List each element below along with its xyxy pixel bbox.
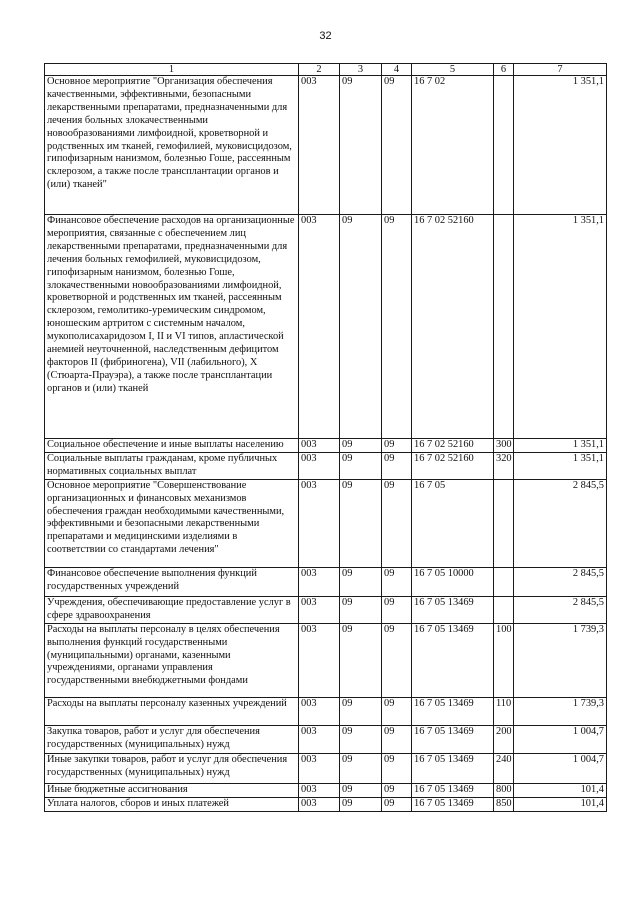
- table-row: [45, 623, 607, 697]
- table-row: [45, 783, 607, 797]
- row-section: 09: [340, 797, 382, 811]
- row-ministry: 003: [299, 215, 340, 439]
- row-subsection: 09: [382, 452, 412, 479]
- row-name: Иные бюджетные ассигнования: [45, 783, 299, 797]
- column-header-7: 7: [514, 64, 607, 76]
- row-name: Уплата налогов, сборов и иных платежей: [45, 797, 299, 811]
- column-header-3: 3: [340, 64, 382, 76]
- row-amount: 101,4: [514, 797, 607, 811]
- row-section: 09: [340, 567, 382, 596]
- row-target: 16 7 02 52160: [412, 452, 494, 479]
- row-section: 09: [340, 479, 382, 567]
- row-amount: 2 845,5: [514, 479, 607, 567]
- column-header-6: 6: [494, 64, 514, 76]
- row-amount: 1 004,7: [514, 725, 607, 753]
- row-section: 09: [340, 596, 382, 623]
- row-name: Расходы на выплаты персоналу в целях обеспечения выполнения функций государственными (муниципальными) органами, казенными учреждениями, органами управления государственными внебюджетными фондами: [45, 623, 299, 697]
- row-amount: 101,4: [514, 783, 607, 797]
- row-section: 09: [340, 215, 382, 439]
- row-expense-type: [494, 596, 514, 623]
- table-row: [45, 753, 607, 783]
- budget-table: [44, 63, 607, 812]
- row-amount: 2 845,5: [514, 567, 607, 596]
- table-row: [45, 215, 607, 439]
- row-section: 09: [340, 753, 382, 783]
- row-target: 16 7 05 13469: [412, 596, 494, 623]
- row-name: Учреждения, обеспечивающие предоставление услуг в сфере здравоохранения: [45, 596, 299, 623]
- table-row: [45, 725, 607, 753]
- row-ministry: 003: [299, 439, 340, 453]
- row-subsection: 09: [382, 783, 412, 797]
- table-row: [45, 76, 607, 215]
- row-expense-type: 240: [494, 753, 514, 783]
- row-expense-type: [494, 479, 514, 567]
- row-amount: 1 351,1: [514, 439, 607, 453]
- row-target: 16 7 05 13469: [412, 783, 494, 797]
- row-subsection: 09: [382, 76, 412, 215]
- row-name: Финансовое обеспечение расходов на организационные мероприятия, связанные с обеспечением лиц лекарственными препаратами, предназначенными для лечения больных гемофилией, муковисцидозом, гипофизарным нанизмом, болезнью Гоше, злокачественными новообразованиями лимфоидной, кроветворной и родственных им тканей, рассеянным склерозом, гемолитико-уремическим синдромом, юношеским артритом с системным началом, мукополисахаридозом I, II и VI типов, апластической анемией неуточненной, наследственным дефицитом факторов II (фибриногена), VII (лабильного), X (Стюарта-Прауэра), а также после трансплантации органов и (или) тканей: [45, 215, 299, 439]
- row-ministry: 003: [299, 452, 340, 479]
- row-amount: 1 739,3: [514, 697, 607, 725]
- row-name: Расходы на выплаты персоналу казенных учреждений: [45, 697, 299, 725]
- row-section: 09: [340, 783, 382, 797]
- row-name: Основное мероприятие "Совершенствование организационных и финансовых механизмов обеспечения граждан необходимыми качественными, эффективными и безопасными лекарственными препаратами и медицинскими изделиями в соответствии со стандартами лечения": [45, 479, 299, 567]
- row-subsection: 09: [382, 753, 412, 783]
- row-expense-type: 100: [494, 623, 514, 697]
- row-target: 16 7 05 13469: [412, 623, 494, 697]
- row-amount: 1 351,1: [514, 452, 607, 479]
- table-row: [45, 697, 607, 725]
- column-header-2: 2: [299, 64, 340, 76]
- table-row: [45, 439, 607, 453]
- row-ministry: 003: [299, 567, 340, 596]
- row-subsection: 09: [382, 596, 412, 623]
- row-subsection: 09: [382, 725, 412, 753]
- row-ministry: 003: [299, 753, 340, 783]
- row-target: 16 7 05 13469: [412, 725, 494, 753]
- row-section: 09: [340, 623, 382, 697]
- row-expense-type: 200: [494, 725, 514, 753]
- column-header-4: 4: [382, 64, 412, 76]
- row-ministry: 003: [299, 596, 340, 623]
- row-subsection: 09: [382, 567, 412, 596]
- row-ministry: 003: [299, 479, 340, 567]
- row-ministry: 003: [299, 783, 340, 797]
- row-amount: 1 351,1: [514, 76, 607, 215]
- row-ministry: 003: [299, 76, 340, 215]
- row-name: Основное мероприятие "Организация обеспечения качественными, эффективными, безопасными лекарственными препаратами, предназначенными для лечения больных злокачественными новообразованиями лимфоидной, кроветворной и родственных им тканей, гемофилией, муковисцидозом, гипофизарным нанизмом, болезнью Гоше, рассеянным склерозом, а также после трансплантации органов и (или) тканей": [45, 76, 299, 215]
- table-row: [45, 596, 607, 623]
- row-name: Иные закупки товаров, работ и услуг для обеспечения государственных (муниципальных) нужд: [45, 753, 299, 783]
- row-subsection: 09: [382, 797, 412, 811]
- column-number-row: [45, 64, 607, 76]
- row-name: Социальные выплаты гражданам, кроме публичных нормативных социальных выплат: [45, 452, 299, 479]
- row-section: 09: [340, 697, 382, 725]
- row-target: 16 7 05 13469: [412, 797, 494, 811]
- row-name: Социальное обеспечение и иные выплаты населению: [45, 439, 299, 453]
- row-subsection: 09: [382, 439, 412, 453]
- row-ministry: 003: [299, 797, 340, 811]
- row-target: 16 7 05 13469: [412, 697, 494, 725]
- row-ministry: 003: [299, 623, 340, 697]
- row-target: 16 7 02: [412, 76, 494, 215]
- row-target: 16 7 05 10000: [412, 567, 494, 596]
- row-subsection: 09: [382, 479, 412, 567]
- row-expense-type: [494, 215, 514, 439]
- row-subsection: 09: [382, 697, 412, 725]
- row-amount: 1 739,3: [514, 623, 607, 697]
- row-target: 16 7 02 52160: [412, 215, 494, 439]
- row-ministry: 003: [299, 725, 340, 753]
- row-expense-type: 110: [494, 697, 514, 725]
- row-subsection: 09: [382, 623, 412, 697]
- page-number: 32: [319, 30, 332, 42]
- row-name: Закупка товаров, работ и услуг для обеспечения государственных (муниципальных) нужд: [45, 725, 299, 753]
- row-subsection: 09: [382, 215, 412, 439]
- row-target: 16 7 05 13469: [412, 753, 494, 783]
- table-row: [45, 479, 607, 567]
- row-expense-type: 850: [494, 797, 514, 811]
- row-section: 09: [340, 725, 382, 753]
- table-row: [45, 452, 607, 479]
- row-target: 16 7 05: [412, 479, 494, 567]
- row-amount: 2 845,5: [514, 596, 607, 623]
- row-expense-type: [494, 567, 514, 596]
- row-section: 09: [340, 76, 382, 215]
- row-expense-type: 300: [494, 439, 514, 453]
- row-expense-type: 800: [494, 783, 514, 797]
- table-row: [45, 797, 607, 811]
- column-header-5: 5: [412, 64, 494, 76]
- row-amount: 1 351,1: [514, 215, 607, 439]
- row-ministry: 003: [299, 697, 340, 725]
- row-expense-type: 320: [494, 452, 514, 479]
- row-expense-type: [494, 76, 514, 215]
- table-row: [45, 567, 607, 596]
- row-amount: 1 004,7: [514, 753, 607, 783]
- row-name: Финансовое обеспечение выполнения функций государственных учреждений: [45, 567, 299, 596]
- row-section: 09: [340, 439, 382, 453]
- row-section: 09: [340, 452, 382, 479]
- column-header-1: 1: [45, 64, 299, 76]
- row-target: 16 7 02 52160: [412, 439, 494, 453]
